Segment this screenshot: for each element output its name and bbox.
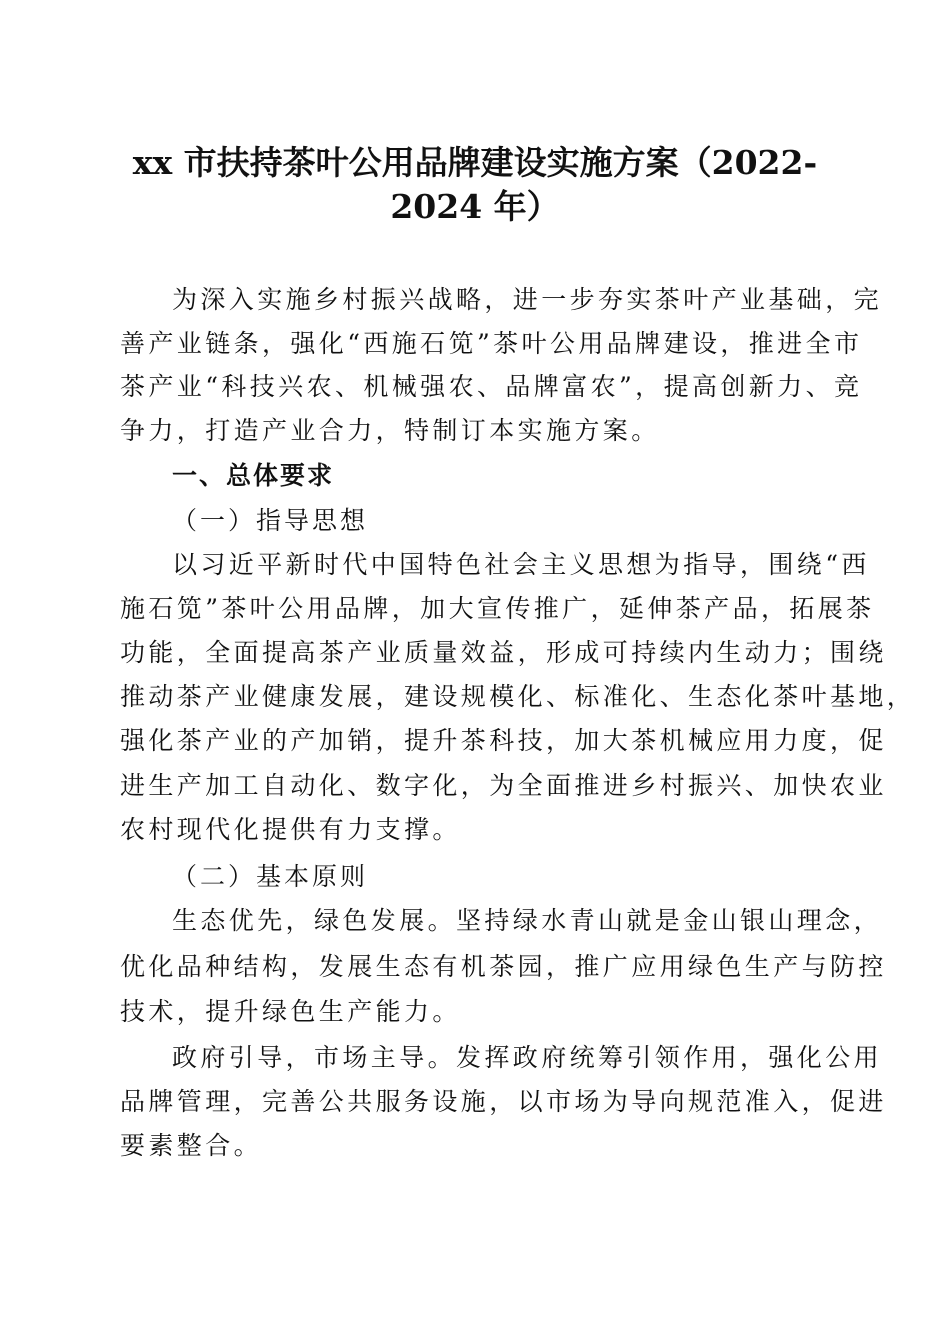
guiding-line-7: 农村现代化提供有力支撑。 — [120, 815, 461, 844]
intro-line-3: 茶产业“科技兴农、机械强农、品牌富农”，提高创新力、竞 — [120, 372, 863, 401]
intro-line-2: 善产业链条，强化“西施石笕”茶叶公用品牌建设，推进全市 — [120, 329, 863, 358]
intro-line-4: 争力，打造产业合力，特制订本实施方案。 — [120, 416, 660, 445]
guiding-line-4: 推动茶产业健康发展，建设规模化、标准化、生态化茶叶基地， — [120, 682, 916, 711]
principle2-line-3: 要素整合。 — [120, 1131, 263, 1160]
principle2-line-2: 品牌管理，完善公共服务设施，以市场为导向规范准入，促进 — [120, 1087, 887, 1116]
guiding-line-2: 施石笕”茶叶公用品牌，加大宣传推广，延伸茶产品，拓展茶 — [120, 594, 875, 623]
section-heading-general-requirements: 一、总体要求 — [172, 461, 335, 490]
guiding-line-5: 强化茶产业的产加销，提升茶科技，加大茶机械应用力度，促 — [120, 726, 887, 755]
subsection-heading-basic-principles: （二）基本原则 — [172, 862, 369, 891]
principle2-line-1: 政府引导，市场主导。发挥政府统筹引领作用，强化公用 — [172, 1043, 883, 1072]
guiding-line-6: 进生产加工自动化、数字化，为全面推进乡村振兴、加快农业 — [120, 771, 887, 800]
intro-line-1: 为深入实施乡村振兴战略，进一步夯实茶叶产业基础，完 — [172, 285, 883, 314]
subsection-heading-guiding-thought: （一）指导思想 — [172, 506, 369, 535]
principle1-line-3: 技术，提升绿色生产能力。 — [120, 997, 461, 1026]
principle1-line-2: 优化品种结构，发展生态有机茶园，推广应用绿色生产与防控 — [120, 952, 887, 981]
document-title-line-1: xx 市扶持茶叶公用品牌建设实施方案（2022- — [132, 143, 818, 182]
principle1-line-1: 生态优先，绿色发展。坚持绿水青山就是金山银山理念， — [172, 906, 883, 935]
document-title-line-2: 2024 年） — [390, 187, 560, 226]
guiding-line-1: 以习近平新时代中国特色社会主义思想为指导，围绕“西 — [172, 550, 870, 579]
guiding-line-3: 功能，全面提高茶产业质量效益，形成可持续内生动力；围绕 — [120, 638, 887, 667]
